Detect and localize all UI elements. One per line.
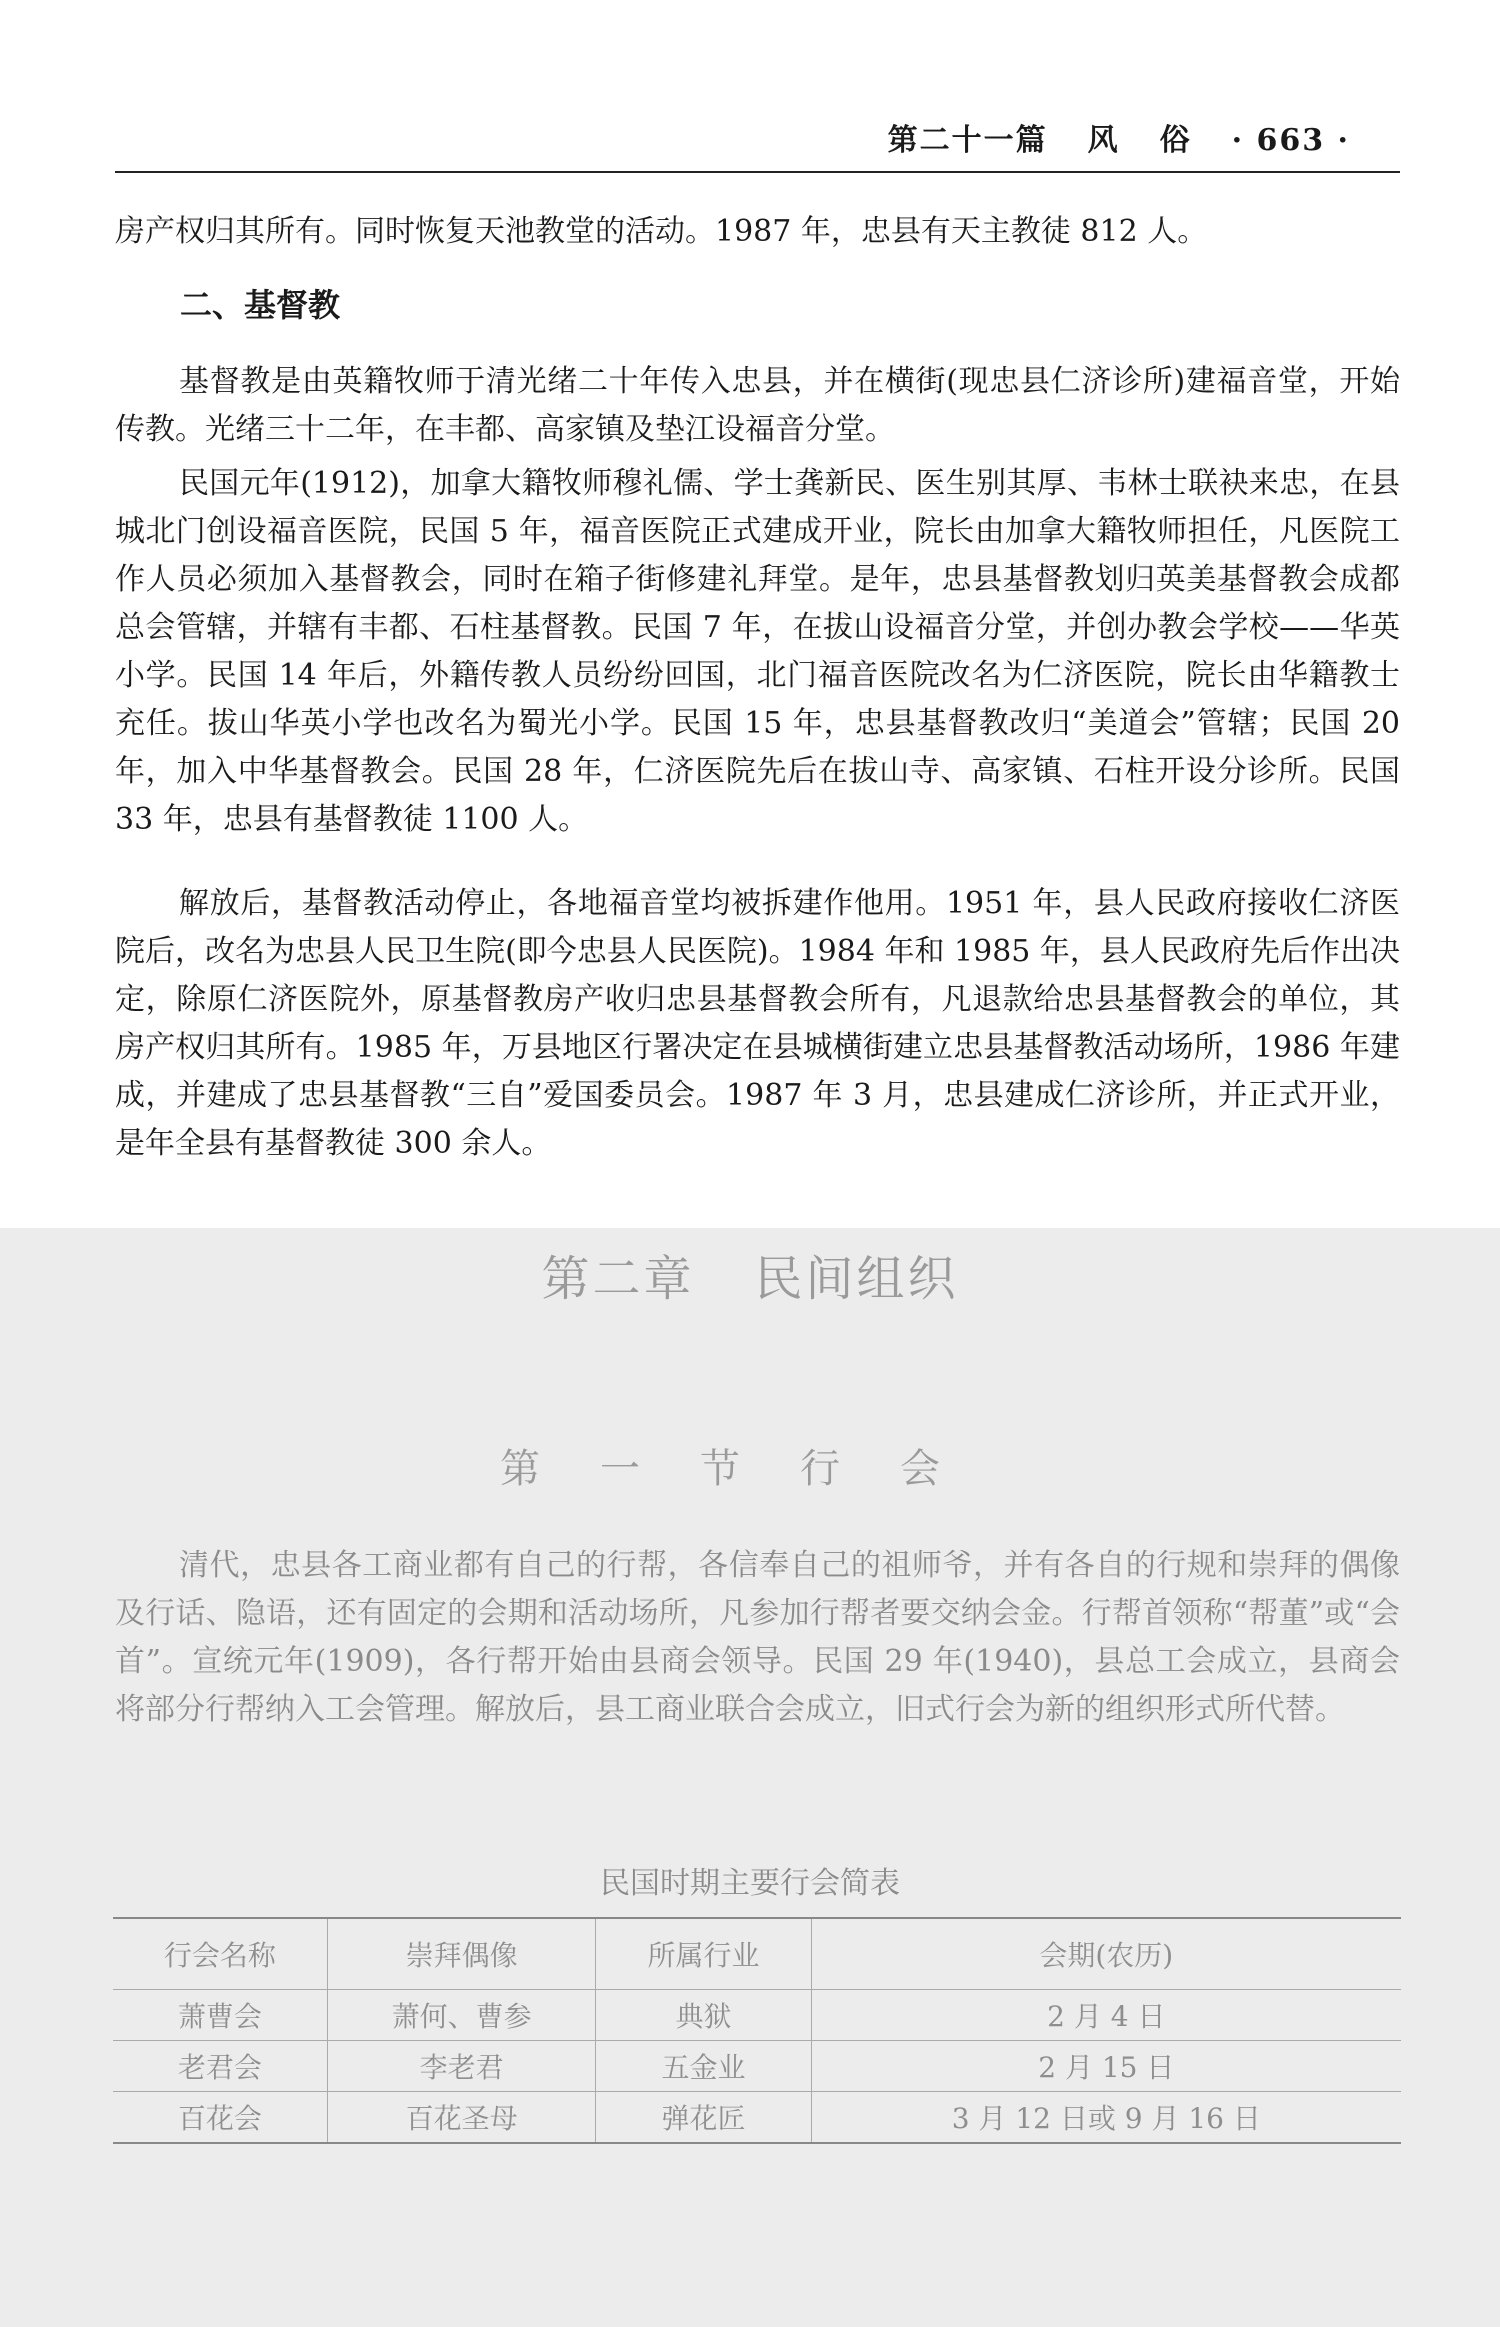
guild-table bbox=[113, 1917, 1401, 2144]
page-number: · 663 · bbox=[1231, 123, 1350, 158]
table-cell: 典狱 bbox=[596, 1990, 811, 2041]
column-header: 崇拜偶像 bbox=[327, 1918, 596, 1990]
table-row bbox=[113, 2092, 1401, 2144]
table-cell: 萧曹会 bbox=[113, 1990, 327, 2041]
table-cell: 2 月 4 日 bbox=[811, 1990, 1401, 2041]
header-title-a: 风 bbox=[1087, 123, 1120, 158]
paragraph-2: 民国元年(1912)，加拿大籍牧师穆礼儒、学士龚新民、医生别其厚、韦林士联袂来忠，在县城北门创设福音医院，民国 5 年，福音医院正式建成开业，院长由加拿大籍牧师担任，凡医院工作人员必须加入基督教会，同时在箱子街修建礼拜堂。是年，忠县基督教划归英美基督教会成都总会管辖，并辖有丰都、石柱基督教。民国 7 年，在拔山设福音分堂，并创办教会学校——华英小学。民国 14 年后，外籍传教人员纷纷回国，北门福音医院改名为仁济医院，院长由华籍教士充任。拔山华英小学也改名为蜀光小学。民国 15 年，忠县基督教改归“美道会”管辖；民国 20 年，加入中华基督教会。民国 28 年，仁济医院先后在拔山寺、高家镇、石柱开设分诊所。民国 33 年，忠县有基督教徒 1100 人。 bbox=[115, 466, 1400, 837]
table-cell: 3 月 12 日或 9 月 16 日 bbox=[811, 2092, 1401, 2144]
column-header: 会期(农历) bbox=[811, 1918, 1401, 1990]
table-cell: 2 月 15 日 bbox=[811, 2041, 1401, 2092]
table-row bbox=[113, 2041, 1401, 2092]
header-rule bbox=[115, 171, 1400, 173]
table-caption: 民国时期主要行会简表 bbox=[600, 1866, 900, 1901]
chapter-number: 第二章 bbox=[541, 1251, 695, 1307]
table-cell: 百花圣母 bbox=[327, 2092, 596, 2144]
header-part: 第二十一篇 bbox=[887, 123, 1048, 158]
table-cell: 弹花匠 bbox=[596, 2092, 811, 2144]
faded-section-background bbox=[0, 1228, 1500, 2327]
table-cell: 百花会 bbox=[113, 2092, 327, 2144]
column-header: 行会名称 bbox=[113, 1918, 327, 1990]
table-cell: 五金业 bbox=[596, 2041, 811, 2092]
continuation-line: 房产权归其所有。同时恢复天池教堂的活动。1987 年，忠县有天主教徒 812 人。 bbox=[115, 214, 1208, 249]
paragraph-3: 解放后，基督教活动停止，各地福音堂均被拆建作他用。1951 年，县人民政府接收仁济医院后，改名为忠县人民卫生院(即今忠县人民医院)。1984 年和 1985 年，县人民政府先后作出决定，除原仁济医院外，原基督教房产收归忠县基督教会所有，凡退款给忠县基督教会的单位，其房产权归其所有。1985 年，万县地区行署决定在县城横街建立忠县基督教活动场所，1986 年建成，并建成了忠县基督教“三自”爱国委员会。1987 年 3 月，忠县建成仁济诊所，并正式开业，是年全县有基督教徒 300 余人。 bbox=[115, 886, 1400, 1161]
column-header: 所属行业 bbox=[596, 1918, 811, 1990]
header-title-b: 俗 bbox=[1159, 123, 1192, 158]
chapter-title bbox=[0, 1240, 1500, 1309]
table-row bbox=[113, 1990, 1401, 2041]
table-cell: 李老君 bbox=[327, 2041, 596, 2092]
section-title-guilds: 第一节行会 bbox=[500, 1446, 1000, 1492]
paragraph-guilds: 清代，忠县各工商业都有自己的行帮，各信奉自己的祖师爷，并有各自的行规和崇拜的偶像及行话、隐语，还有固定的会期和活动场所，凡参加行帮者要交纳会金。行帮首领称“帮董”或“会首”。宣统元年(1909)，各行帮开始由县商会领导。民国 29 年(1940)，县总工会成立，县商会将部分行帮纳入工会管理。解放后，县工商业联合会成立，旧式行会为新的组织形式所代替。 bbox=[115, 1548, 1400, 1727]
table-header-row bbox=[113, 1918, 1401, 1990]
chapter-name: 民间组织 bbox=[754, 1251, 959, 1307]
table-cell: 老君会 bbox=[113, 2041, 327, 2092]
section-title-christianity: 二、基督教 bbox=[180, 286, 341, 324]
running-header bbox=[115, 115, 1400, 165]
table-cell: 萧何、曹参 bbox=[327, 1990, 596, 2041]
header-text bbox=[888, 115, 1350, 159]
paragraph-1: 基督教是由英籍牧师于清光绪二十年传入忠县，并在横街(现忠县仁济诊所)建福音堂，开始传教。光绪三十二年，在丰都、高家镇及垫江设福音分堂。 bbox=[115, 364, 1400, 447]
